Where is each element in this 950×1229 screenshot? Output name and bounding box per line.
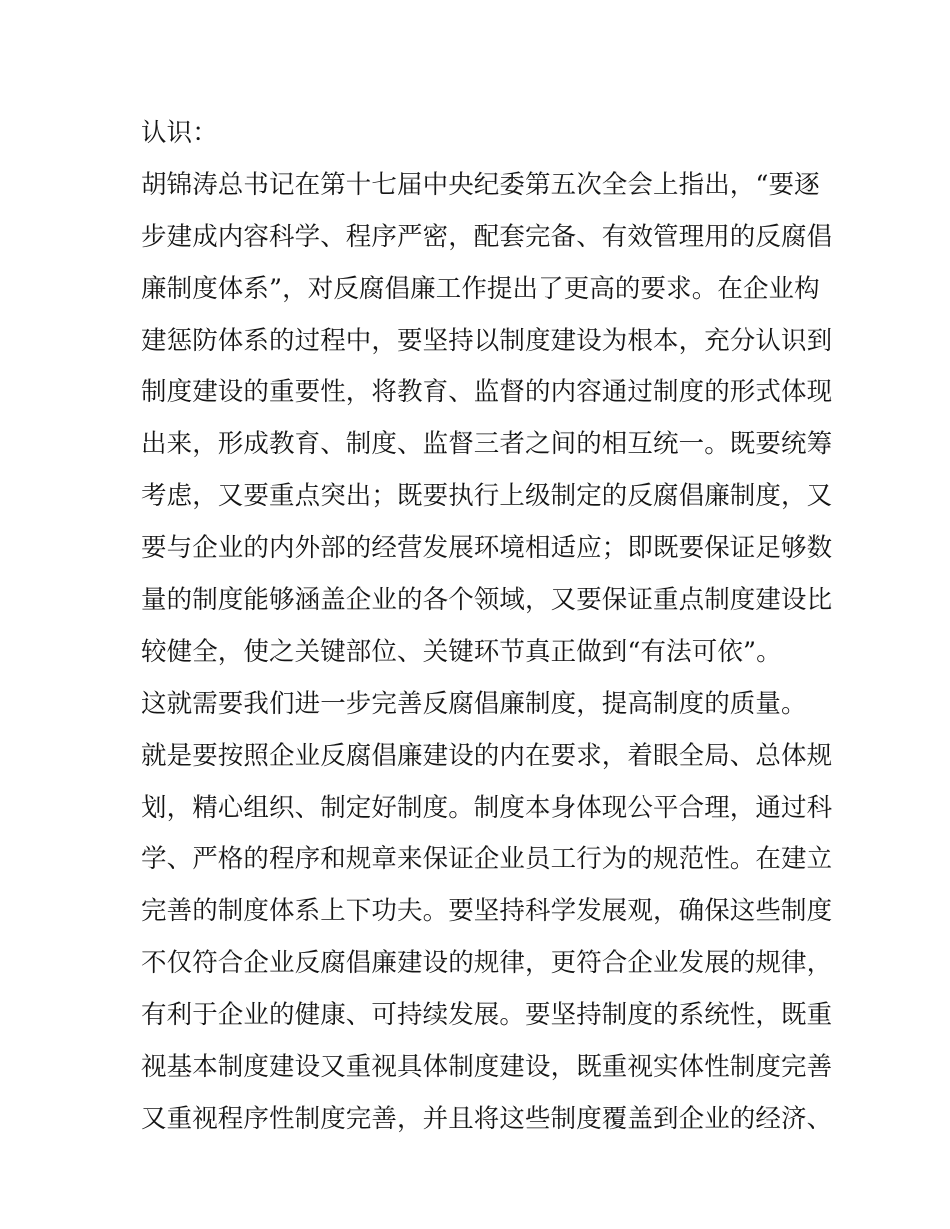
text-line: 廉制度体系”，对反腐倡廉工作提出了更高的要求。在企业构 <box>141 273 820 304</box>
text-line: 步建成内容科学、程序严密，配套完备、有效管理用的反腐倡 <box>141 221 833 252</box>
text-line: 较健全，使之关键部位、关键环节真正做到“有法可依”。 <box>141 636 782 667</box>
text-line: 就是要按照企业反腐倡廉建设的内在要求，着眼全局、总体规 <box>141 740 833 771</box>
text-line: 不仅符合企业反腐倡廉建设的规律，更符合企业发展的规律， <box>141 948 833 979</box>
text-line: 这就需要我们进一步完善反腐倡廉制度，提高制度的质量。 <box>141 688 807 719</box>
text-line: 建惩防体系的过程中，要坚持以制度建设为根本，充分认识到 <box>141 325 833 356</box>
text-line: 考虑，又要重点突出；既要执行上级制定的反腐倡廉制度，又 <box>141 481 833 512</box>
text-line: 量的制度能够涵盖企业的各个领域，又要保证重点制度建设比 <box>141 585 833 616</box>
text-line: 出来，形成教育、制度、监督三者之间的相互统一。既要统筹 <box>141 429 833 460</box>
text-line: 制度建设的重要性，将教育、监督的内容通过制度的形式体现 <box>141 377 833 408</box>
text-line: 划，精心组织、制定好制度。制度本身体现公平合理，通过科 <box>141 792 833 823</box>
text-line: 有利于企业的健康、可持续发展。要坚持制度的系统性，既重 <box>141 1000 833 1031</box>
document-body <box>141 108 833 1146</box>
text-line: 学、严格的程序和规章来保证企业员工行为的规范性。在建立 <box>141 844 833 875</box>
text-line: 又重视程序性制度完善，并且将这些制度覆盖到企业的经济、 <box>141 1103 833 1134</box>
text-line: 视基本制度建设又重视具体制度建设，既重视实体性制度完善 <box>141 1052 833 1083</box>
text-line: 胡锦涛总书记在第十七届中央纪委第五次全会上指出，“要逐 <box>141 169 820 200</box>
text-line: 要与企业的内外部的经营发展环境相适应；即既要保证足够数 <box>141 533 833 564</box>
text-line: 认识： <box>141 118 218 148</box>
text-line: 完善的制度体系上下功夫。要坚持科学发展观，确保这些制度 <box>141 896 833 927</box>
